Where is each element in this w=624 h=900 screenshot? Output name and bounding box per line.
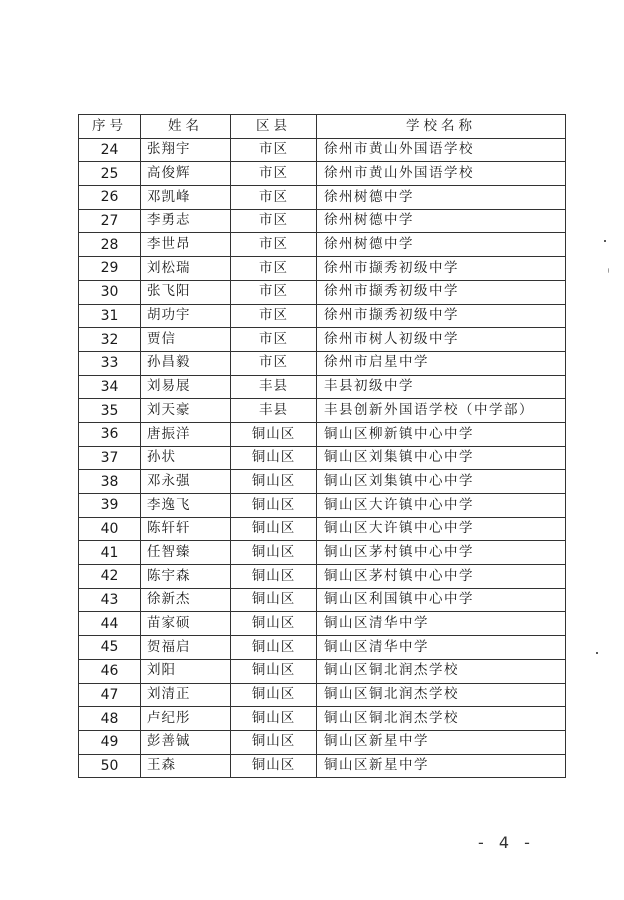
cell-school: 铜山区柳新镇中心中学 [317,422,566,446]
table-row [79,683,566,707]
cell-seq: 27 [79,209,141,233]
cell-seq: 34 [79,375,141,399]
scan-speck [596,652,598,654]
page-number: - 4 - [478,833,535,852]
cell-name: 李世昂 [141,233,231,257]
cell-name: 李勇志 [141,209,231,233]
cell-name: 陈宇森 [141,565,231,589]
cell-seq: 44 [79,612,141,636]
cell-school: 铜山区茅村镇中心中学 [317,541,566,565]
cell-district: 铜山区 [231,517,317,541]
table-row [79,304,566,328]
table-row [79,399,566,423]
cell-seq: 36 [79,422,141,446]
cell-school: 丰县创新外国语学校（中学部） [317,399,566,423]
cell-seq: 40 [79,517,141,541]
cell-seq: 33 [79,351,141,375]
cell-district: 铜山区 [231,541,317,565]
table-row [79,636,566,660]
cell-seq: 35 [79,399,141,423]
table-row [79,470,566,494]
cell-district: 铜山区 [231,659,317,683]
cell-name: 刘天豪 [141,399,231,423]
cell-school: 徐州市黄山外国语学校 [317,162,566,186]
cell-school: 徐州市黄山外国语学校 [317,138,566,162]
cell-name: 邓永强 [141,470,231,494]
cell-seq: 32 [79,328,141,352]
cell-school: 铜山区铜北润杰学校 [317,707,566,731]
cell-seq: 37 [79,446,141,470]
table-row [79,138,566,162]
cell-seq: 31 [79,304,141,328]
cell-district: 铜山区 [231,470,317,494]
cell-seq: 43 [79,588,141,612]
cell-name: 贺福启 [141,636,231,660]
cell-name: 唐振洋 [141,422,231,446]
cell-name: 高俊辉 [141,162,231,186]
cell-seq: 46 [79,659,141,683]
header-row [79,115,566,139]
table-row [79,209,566,233]
table-row [79,257,566,281]
cell-seq: 28 [79,233,141,257]
cell-name: 卢纪彤 [141,707,231,731]
cell-district: 铜山区 [231,707,317,731]
cell-school: 铜山区清华中学 [317,612,566,636]
scan-speck [604,240,606,242]
cell-school: 铜山区大许镇中心中学 [317,517,566,541]
cell-district: 市区 [231,304,317,328]
cell-seq: 47 [79,683,141,707]
cell-seq: 45 [79,636,141,660]
table-row [79,233,566,257]
cell-name: 李逸飞 [141,494,231,518]
cell-school: 徐州市撷秀初级中学 [317,280,566,304]
cell-district: 市区 [231,233,317,257]
table-row [79,730,566,754]
table-row [79,186,566,210]
cell-school: 铜山区铜北润杰学校 [317,683,566,707]
table-row [79,422,566,446]
cell-district: 市区 [231,257,317,281]
cell-school: 铜山区刘集镇中心中学 [317,470,566,494]
cell-school: 铜山区清华中学 [317,636,566,660]
cell-seq: 25 [79,162,141,186]
table-row [79,707,566,731]
cell-name: 任智臻 [141,541,231,565]
cell-district: 铜山区 [231,422,317,446]
cell-name: 刘清正 [141,683,231,707]
cell-district: 丰县 [231,375,317,399]
cell-seq: 26 [79,186,141,210]
cell-district: 市区 [231,138,317,162]
cell-name: 徐新杰 [141,588,231,612]
cell-district: 市区 [231,162,317,186]
cell-name: 王森 [141,754,231,778]
cell-district: 铜山区 [231,565,317,589]
table-row [79,541,566,565]
cell-seq: 49 [79,730,141,754]
cell-seq: 30 [79,280,141,304]
table-row [79,162,566,186]
cell-name: 刘易展 [141,375,231,399]
header-school: 学校名称 [317,115,566,139]
roster-table [78,114,566,778]
cell-name: 胡功宇 [141,304,231,328]
cell-name: 张飞阳 [141,280,231,304]
header-name: 姓名 [141,115,231,139]
cell-seq: 41 [79,541,141,565]
cell-school: 徐州市启星中学 [317,351,566,375]
cell-district: 市区 [231,209,317,233]
cell-school: 徐州市撷秀初级中学 [317,257,566,281]
cell-seq: 50 [79,754,141,778]
cell-school: 徐州树德中学 [317,233,566,257]
cell-district: 市区 [231,280,317,304]
cell-name: 彭善铖 [141,730,231,754]
cell-name: 刘阳 [141,659,231,683]
cell-name: 刘松瑞 [141,257,231,281]
header-district: 区县 [231,115,317,139]
cell-seq: 39 [79,494,141,518]
scan-speck [608,268,609,273]
table-row [79,754,566,778]
cell-school: 丰县初级中学 [317,375,566,399]
table-row [79,375,566,399]
table-header [79,115,566,139]
cell-district: 铜山区 [231,446,317,470]
cell-school: 铜山区铜北润杰学校 [317,659,566,683]
cell-school: 铜山区茅村镇中心中学 [317,565,566,589]
cell-district: 铜山区 [231,754,317,778]
cell-seq: 38 [79,470,141,494]
table-row [79,351,566,375]
cell-name: 邓凯峰 [141,186,231,210]
table-row [79,588,566,612]
cell-school: 铜山区刘集镇中心中学 [317,446,566,470]
cell-name: 张翔宇 [141,138,231,162]
table-row [79,494,566,518]
cell-school: 铜山区大许镇中心中学 [317,494,566,518]
cell-name: 苗家硕 [141,612,231,636]
cell-seq: 48 [79,707,141,731]
cell-name: 贾信 [141,328,231,352]
cell-school: 徐州市树人初级中学 [317,328,566,352]
cell-district: 丰县 [231,399,317,423]
cell-school: 徐州树德中学 [317,209,566,233]
table-row [79,565,566,589]
cell-district: 市区 [231,328,317,352]
table-row [79,612,566,636]
cell-seq: 42 [79,565,141,589]
cell-school: 铜山区新星中学 [317,730,566,754]
cell-district: 铜山区 [231,683,317,707]
cell-seq: 29 [79,257,141,281]
cell-district: 铜山区 [231,730,317,754]
cell-district: 铜山区 [231,612,317,636]
cell-name: 陈轩轩 [141,517,231,541]
cell-school: 徐州市撷秀初级中学 [317,304,566,328]
table-body [79,138,566,778]
cell-district: 铜山区 [231,636,317,660]
table-row [79,280,566,304]
cell-school: 徐州树德中学 [317,186,566,210]
cell-seq: 24 [79,138,141,162]
table-row [79,517,566,541]
cell-school: 铜山区新星中学 [317,754,566,778]
cell-district: 铜山区 [231,588,317,612]
cell-school: 铜山区利国镇中心中学 [317,588,566,612]
header-seq: 序号 [79,115,141,139]
cell-district: 市区 [231,186,317,210]
cell-name: 孙状 [141,446,231,470]
table-row [79,328,566,352]
cell-name: 孙昌毅 [141,351,231,375]
table-row [79,659,566,683]
cell-district: 市区 [231,351,317,375]
cell-district: 铜山区 [231,494,317,518]
table-row [79,446,566,470]
